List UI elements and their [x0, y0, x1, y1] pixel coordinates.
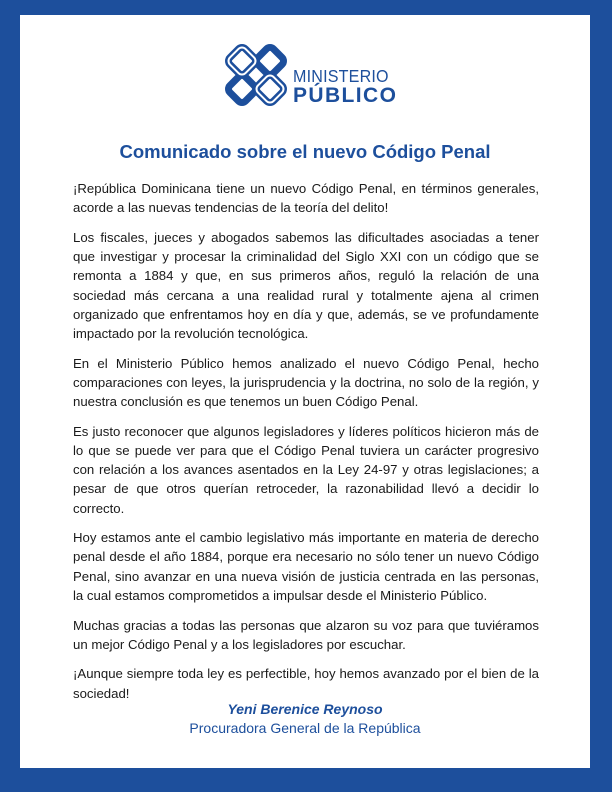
document-title: Comunicado sobre el nuevo Código Penal [119, 141, 491, 162]
paragraph: Hoy estamos ante el cambio legislativo más importante en materia de derecho penal desde el año 1884, porque era necesario no sólo tener un nuevo Código Penal, sino avanzar en una nueva visión de justicia centrada en las personas, la cual estamos comprometidos a impulsar desde el Ministerio Público. [73, 530, 539, 603]
document-body [73, 179, 539, 713]
ministerio-publico-logo [225, 44, 398, 124]
interlaced-knot-logo-icon [225, 44, 287, 106]
document-page [20, 15, 590, 768]
paragraph: En el Ministerio Público hemos analizado el nuevo Código Penal, hecho comparaciones con leyes, la jurisprudencia y la doctrina, no solo de la región, y nuestra conclusión es que tenemos un buen Código Penal. [73, 355, 539, 410]
paragraph: ¡República Dominicana tiene un nuevo Código Penal, en términos generales, acorde a las nuevas tendencias de la teoría del delito! [73, 181, 539, 216]
paragraph: Los fiscales, jueces y abogados sabemos las dificultades asociadas a tener que investigar y procesar la criminalidad del Siglo XXI con un código que se remonta a 1884 y que, en sus primeros años, reguló la relación de una sociedad más cercana a una realidad rural y totalmente ajena al crimen organizado que enfrentamos hoy en día y que, además, se ve profundamente impactado por la revolución tecnológica. [73, 229, 539, 341]
logo-text-ministerio: MINISTERIO [293, 66, 389, 86]
signatory-title: Procuradora General de la República [189, 720, 421, 736]
signatory-name: Yeni Berenice Reynoso [227, 701, 383, 717]
logo-text-publico: PÚBLICO [293, 84, 398, 107]
paragraph: Es justo reconocer que algunos legisladores y líderes políticos hicieron más de lo que se puede ver para que el Código Penal tuviera un carácter progresivo con relación a los avances asentados en la Ley 24-97 y otras legislaciones; a pesar de que otros querían retroceder, la razonabilidad llevó a decidir lo correcto. [73, 423, 539, 516]
paragraph: Muchas gracias a todas las personas que alzaron su voz para que tuviéramos un mejor Código Penal y a los legisladores por escuchar. [73, 617, 539, 652]
paragraph: ¡Aunque siempre toda ley es perfectible, hoy hemos avanzado por el bien de la sociedad! [73, 666, 539, 701]
